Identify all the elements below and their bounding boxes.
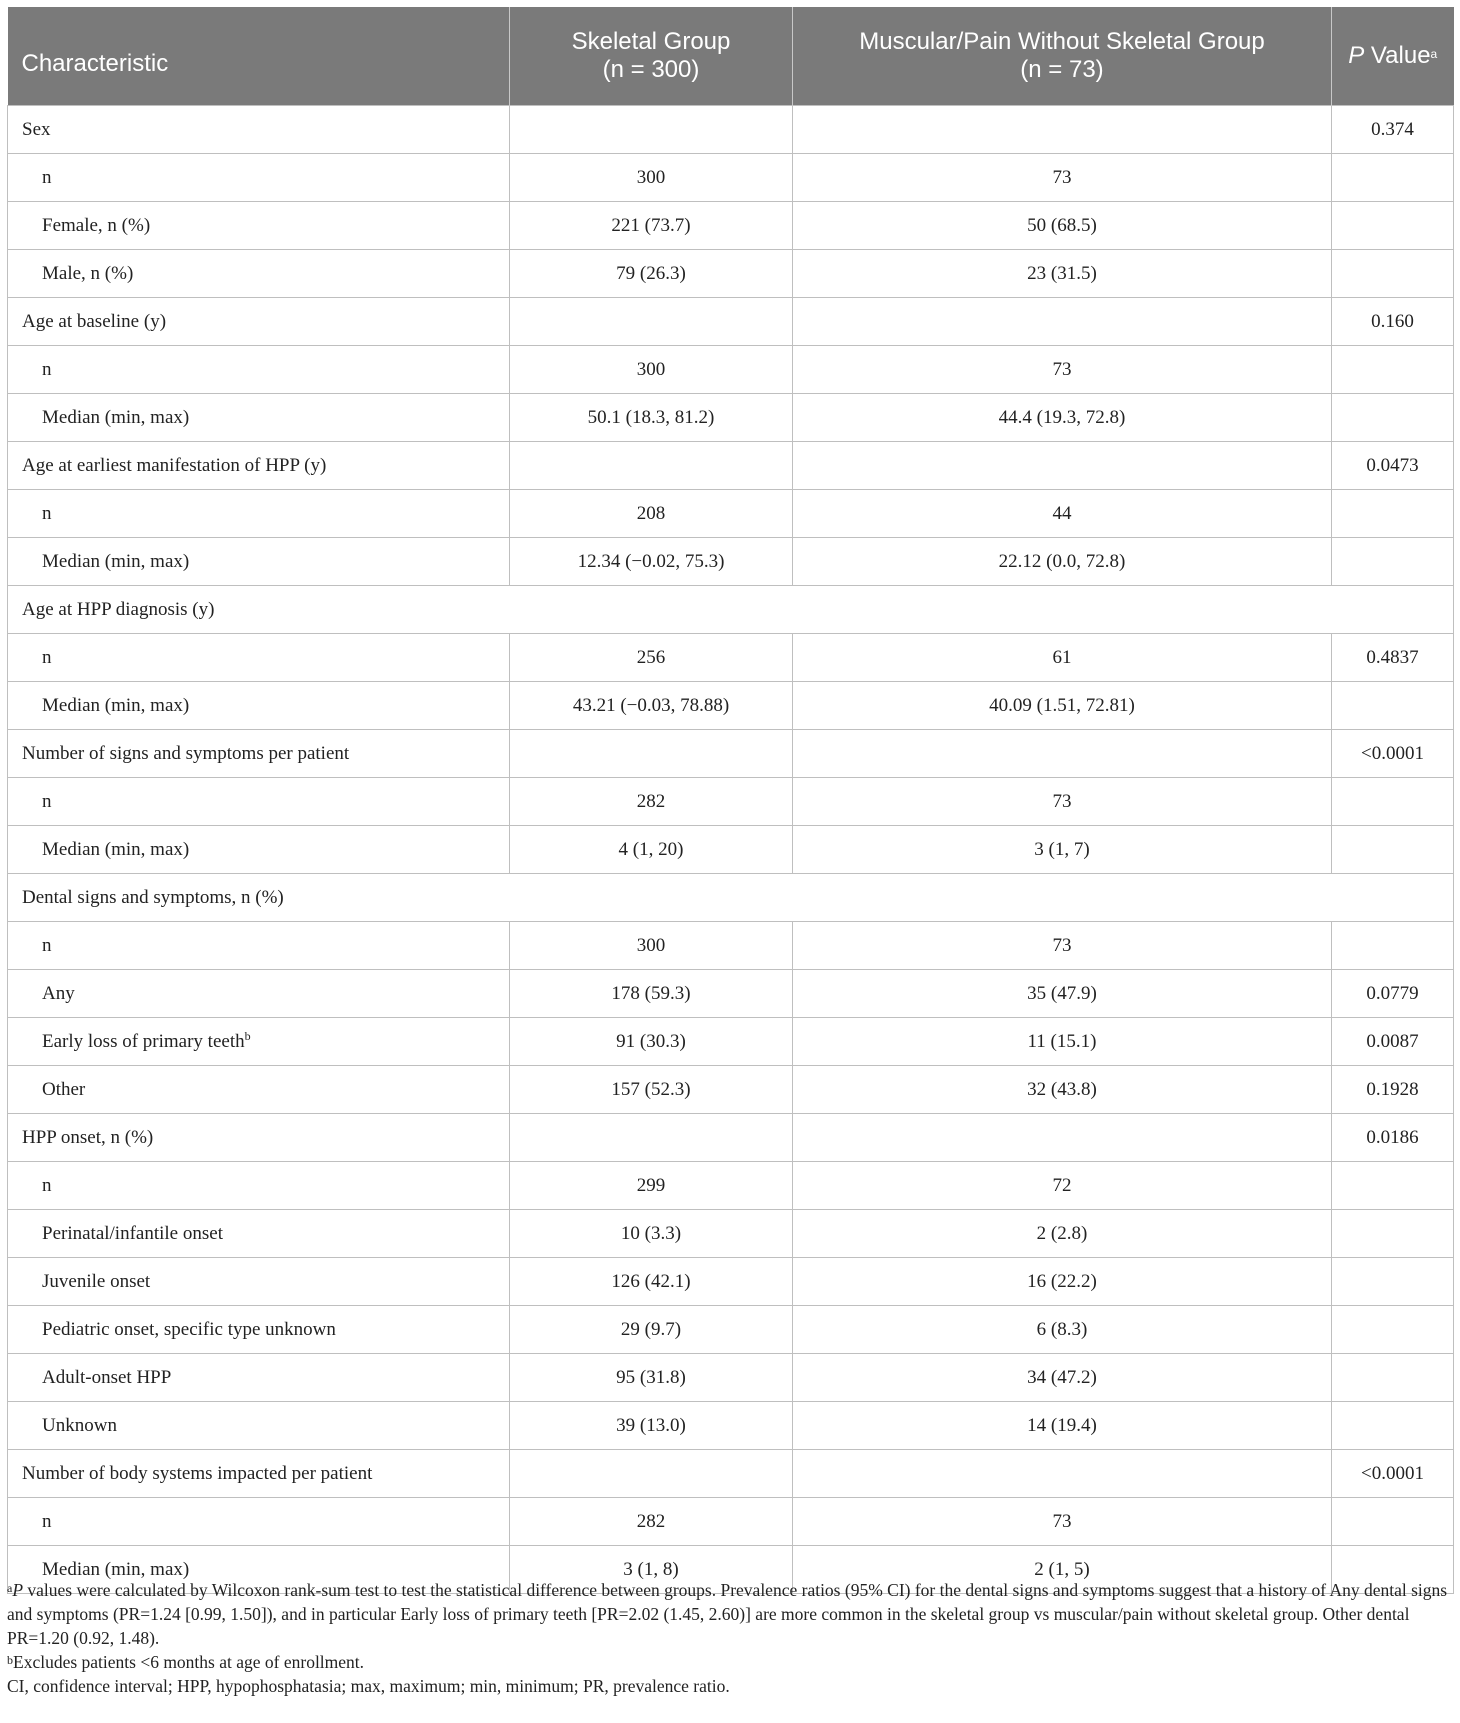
row-label-text: Sex <box>22 118 51 140</box>
table-row <box>8 538 1454 586</box>
cell-p-value <box>1332 394 1454 442</box>
table-row <box>8 490 1454 538</box>
row-label-text: n <box>42 358 52 380</box>
table-row <box>8 442 1454 490</box>
row-label <box>8 1258 510 1306</box>
row-label-text: n <box>42 646 52 668</box>
row-label <box>8 730 510 778</box>
table-row <box>8 154 1454 202</box>
header-p-rest: Value <box>1364 42 1431 69</box>
cell-muscular: 73 <box>793 1498 1332 1546</box>
row-label-text: Median (min, max) <box>42 406 190 428</box>
header-p-footnote-mark: a <box>1430 47 1438 61</box>
row-label <box>8 346 510 394</box>
table-row <box>8 250 1454 298</box>
table-row <box>8 922 1454 970</box>
cell-p-value <box>1332 1306 1454 1354</box>
cell-skeletal: 208 <box>510 490 793 538</box>
table-row <box>8 1066 1454 1114</box>
cell-p-value: 0.0779 <box>1332 970 1454 1018</box>
table-row <box>8 1354 1454 1402</box>
header-muscular-group <box>793 7 1332 106</box>
cell-p-value <box>1332 1258 1454 1306</box>
row-label-text: Any <box>42 982 75 1004</box>
table-row <box>8 1306 1454 1354</box>
row-label-text: n <box>42 934 52 956</box>
row-label-text: Other <box>42 1078 86 1100</box>
table-row <box>8 394 1454 442</box>
table-row <box>8 586 1454 634</box>
row-label-text: Early loss of primary teeth <box>42 1030 245 1052</box>
row-label <box>8 1498 510 1546</box>
cell-skeletal <box>510 730 793 778</box>
row-label <box>8 682 510 730</box>
row-label <box>8 1450 510 1498</box>
row-label-text: Unknown <box>42 1414 117 1436</box>
footnote-b-text: Excludes patients <6 months at age of enrollment. <box>13 1652 365 1672</box>
cell-p-value <box>1332 1162 1454 1210</box>
cell-skeletal <box>510 1450 793 1498</box>
cell-skeletal: 4 (1, 20) <box>510 826 793 874</box>
table-row <box>8 634 1454 682</box>
cell-skeletal: 221 (73.7) <box>510 202 793 250</box>
cell-skeletal: 43.21 (−0.03, 78.88) <box>510 682 793 730</box>
table-row <box>8 1258 1454 1306</box>
table-row <box>8 1018 1454 1066</box>
row-label <box>8 106 510 154</box>
table-header <box>8 7 1454 106</box>
row-label <box>8 970 510 1018</box>
row-label-text: Dental signs and symptoms, n (%) <box>22 886 284 908</box>
cell-skeletal: 12.34 (−0.02, 75.3) <box>510 538 793 586</box>
row-label <box>8 154 510 202</box>
cell-skeletal <box>510 106 793 154</box>
cell-muscular: 14 (19.4) <box>793 1402 1332 1450</box>
table-row <box>8 1162 1454 1210</box>
cell-p-value: 0.0473 <box>1332 442 1454 490</box>
cell-muscular: 32 (43.8) <box>793 1066 1332 1114</box>
footnote-b-mark: b <box>7 1653 13 1667</box>
row-label-text: n <box>42 502 52 524</box>
row-label <box>8 778 510 826</box>
footnote-a-text: values were calculated by Wilcoxon rank-sum test to test the statistical difference between groups. Prevalence ratios (95% CI) for the dental signs and symptoms suggest that a history of Any dental signs and symptoms (PR=1.24 [0.99, 1.50]), and in particular Early loss of primary teeth [PR=2.02 (1.45, 2.60)] are more common in the skeletal group vs muscular/pain without skeletal group. Other dental PR=1.20 (0.92, 1.48). <box>7 1580 1448 1648</box>
header-skeletal-title: Skeletal Group <box>571 28 731 55</box>
cell-skeletal: 50.1 (18.3, 81.2) <box>510 394 793 442</box>
row-label <box>8 490 510 538</box>
row-label-text: Perinatal/infantile onset <box>42 1222 223 1244</box>
cell-p-value <box>1332 202 1454 250</box>
table-row <box>8 346 1454 394</box>
row-label <box>8 394 510 442</box>
characteristics-table <box>7 7 1454 1594</box>
row-label-text: Median (min, max) <box>42 838 190 860</box>
footnote-b <box>7 1650 1453 1674</box>
cell-skeletal: 95 (31.8) <box>510 1354 793 1402</box>
cell-p-value <box>1332 1498 1454 1546</box>
header-characteristic: Characteristic <box>8 7 510 106</box>
table-row <box>8 298 1454 346</box>
cell-muscular <box>793 1450 1332 1498</box>
cell-muscular: 34 (47.2) <box>793 1354 1332 1402</box>
cell-skeletal: 126 (42.1) <box>510 1258 793 1306</box>
cell-p-value: <0.0001 <box>1332 1450 1454 1498</box>
cell-muscular: 2 (2.8) <box>793 1210 1332 1258</box>
cell-skeletal <box>510 442 793 490</box>
cell-muscular: 72 <box>793 1162 1332 1210</box>
row-label-text: n <box>42 166 52 188</box>
cell-p-value <box>1332 1402 1454 1450</box>
cell-skeletal: 178 (59.3) <box>510 970 793 1018</box>
header-skeletal-n: (n = 300) <box>602 56 700 83</box>
row-label <box>8 250 510 298</box>
row-label-text: Female, n (%) <box>42 214 151 236</box>
row-footnote-mark: b <box>244 1028 251 1043</box>
row-label-text: Pediatric onset, specific type unknown <box>42 1318 336 1340</box>
table-row <box>8 1114 1454 1162</box>
cell-p-value: 0.160 <box>1332 298 1454 346</box>
row-label-text: Adult-onset HPP <box>42 1366 172 1388</box>
cell-skeletal: 299 <box>510 1162 793 1210</box>
row-label <box>8 634 510 682</box>
cell-muscular: 11 (15.1) <box>793 1018 1332 1066</box>
cell-muscular <box>793 442 1332 490</box>
cell-p-value <box>1332 250 1454 298</box>
cell-skeletal: 10 (3.3) <box>510 1210 793 1258</box>
cell-muscular: 73 <box>793 922 1332 970</box>
cell-skeletal: 3 (1, 8) <box>510 1546 793 1594</box>
table-row <box>8 106 1454 154</box>
cell-muscular: 16 (22.2) <box>793 1258 1332 1306</box>
footnote-abbreviations: CI, confidence interval; HPP, hypophosphatasia; max, maximum; min, minimum; PR, prevalence ratio. <box>7 1676 730 1696</box>
cell-p-value <box>1332 490 1454 538</box>
cell-p-value <box>1332 826 1454 874</box>
row-label-text: Median (min, max) <box>42 1558 190 1580</box>
row-label <box>8 1066 510 1114</box>
cell-p-value <box>1332 682 1454 730</box>
cell-p-value <box>1332 1210 1454 1258</box>
table-row <box>8 970 1454 1018</box>
table-row <box>8 1402 1454 1450</box>
table-row <box>8 826 1454 874</box>
row-label-text: n <box>42 1510 52 1532</box>
cell-muscular: 2 (1, 5) <box>793 1546 1332 1594</box>
row-label <box>8 1306 510 1354</box>
row-label <box>8 1402 510 1450</box>
cell-p-value <box>1332 538 1454 586</box>
table-row <box>8 874 1454 922</box>
cell-p-value: 0.0087 <box>1332 1018 1454 1066</box>
row-label-text: n <box>42 790 52 812</box>
row-label <box>8 1210 510 1258</box>
table-footnotes <box>7 1578 1453 1698</box>
cell-skeletal: 300 <box>510 346 793 394</box>
cell-muscular: 40.09 (1.51, 72.81) <box>793 682 1332 730</box>
table-row <box>8 1450 1454 1498</box>
row-label <box>8 1018 510 1066</box>
table-row <box>8 1498 1454 1546</box>
cell-muscular: 3 (1, 7) <box>793 826 1332 874</box>
row-label-text: Age at baseline (y) <box>22 310 167 332</box>
cell-p-value: 0.4837 <box>1332 634 1454 682</box>
cell-p-value <box>1332 346 1454 394</box>
row-label-text: Juvenile onset <box>42 1270 151 1292</box>
cell-skeletal: 79 (26.3) <box>510 250 793 298</box>
row-label <box>8 922 510 970</box>
cell-p-value: 0.1928 <box>1332 1066 1454 1114</box>
cell-skeletal <box>510 298 793 346</box>
cell-p-value: 0.374 <box>1332 106 1454 154</box>
cell-skeletal: 300 <box>510 154 793 202</box>
footnote-a-italic: P <box>12 1580 24 1600</box>
header-skeletal-group <box>510 7 793 106</box>
cell-muscular: 73 <box>793 154 1332 202</box>
table-body <box>8 106 1454 1594</box>
table-row <box>8 202 1454 250</box>
cell-skeletal: 91 (30.3) <box>510 1018 793 1066</box>
cell-muscular: 6 (8.3) <box>793 1306 1332 1354</box>
cell-p-value <box>1332 778 1454 826</box>
row-label <box>8 826 510 874</box>
cell-p-value <box>1332 1354 1454 1402</box>
row-label-text: Median (min, max) <box>42 694 190 716</box>
row-label <box>8 586 1454 634</box>
cell-muscular: 50 (68.5) <box>793 202 1332 250</box>
cell-p-value: 0.0186 <box>1332 1114 1454 1162</box>
cell-p-value: <0.0001 <box>1332 730 1454 778</box>
row-label <box>8 1114 510 1162</box>
header-row <box>8 7 1454 106</box>
table-row <box>8 1210 1454 1258</box>
cell-muscular <box>793 730 1332 778</box>
cell-muscular: 73 <box>793 346 1332 394</box>
cell-skeletal: 29 (9.7) <box>510 1306 793 1354</box>
cell-skeletal: 282 <box>510 1498 793 1546</box>
cell-muscular: 44.4 (19.3, 72.8) <box>793 394 1332 442</box>
cell-muscular <box>793 298 1332 346</box>
cell-muscular <box>793 1114 1332 1162</box>
footnote-a-mark: a <box>7 1581 13 1595</box>
cell-skeletal <box>510 1114 793 1162</box>
header-p-italic: P <box>1348 42 1365 69</box>
cell-skeletal: 39 (13.0) <box>510 1402 793 1450</box>
cell-muscular: 73 <box>793 778 1332 826</box>
cell-muscular: 23 (31.5) <box>793 250 1332 298</box>
row-label-text: n <box>42 1174 52 1196</box>
cell-skeletal: 300 <box>510 922 793 970</box>
row-label-text: Age at HPP diagnosis (y) <box>22 598 215 620</box>
cell-skeletal: 256 <box>510 634 793 682</box>
row-label-text: Number of body systems impacted per patient <box>22 1462 373 1484</box>
row-label <box>8 442 510 490</box>
cell-muscular: 22.12 (0.0, 72.8) <box>793 538 1332 586</box>
cell-muscular: 44 <box>793 490 1332 538</box>
row-label-text: HPP onset, n (%) <box>22 1126 154 1148</box>
header-muscular-title: Muscular/Pain Without Skeletal Group <box>859 28 1265 55</box>
cell-muscular <box>793 106 1332 154</box>
table-container <box>7 7 1453 1594</box>
row-label <box>8 874 1454 922</box>
table-row <box>8 730 1454 778</box>
row-label <box>8 202 510 250</box>
cell-skeletal: 282 <box>510 778 793 826</box>
footnote-a <box>7 1578 1453 1650</box>
row-label <box>8 298 510 346</box>
row-label-text: Number of signs and symptoms per patient <box>22 742 350 764</box>
row-label <box>8 538 510 586</box>
cell-muscular: 61 <box>793 634 1332 682</box>
row-label-text: Age at earliest manifestation of HPP (y) <box>22 454 327 476</box>
cell-p-value <box>1332 154 1454 202</box>
header-muscular-n: (n = 73) <box>1020 56 1104 83</box>
cell-skeletal: 157 (52.3) <box>510 1066 793 1114</box>
cell-p-value <box>1332 922 1454 970</box>
cell-muscular: 35 (47.9) <box>793 970 1332 1018</box>
row-label-text: Median (min, max) <box>42 550 190 572</box>
row-label <box>8 1354 510 1402</box>
header-p-value <box>1332 7 1454 106</box>
table-row <box>8 778 1454 826</box>
row-label-text: Male, n (%) <box>42 262 134 284</box>
table-row <box>8 682 1454 730</box>
row-label <box>8 1162 510 1210</box>
